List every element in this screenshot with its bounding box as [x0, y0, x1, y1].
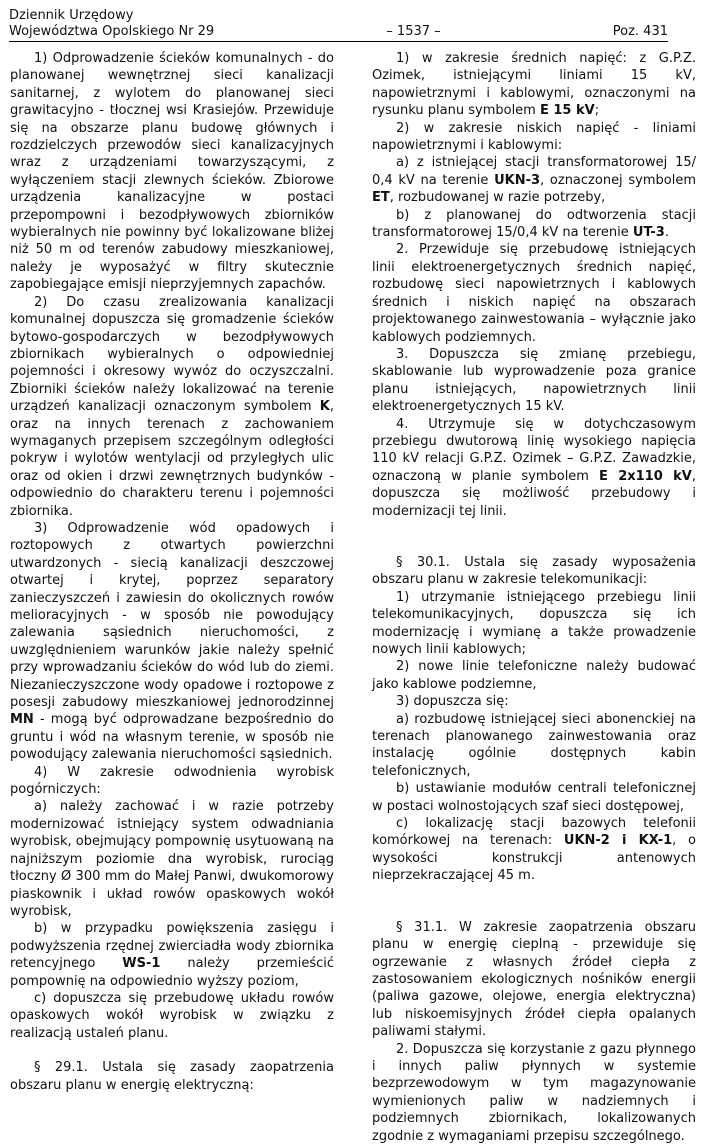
bold-symbol: UT-3 — [632, 225, 665, 241]
paragraph — [372, 1041, 696, 1145]
text-run: 1) w zakresie średnich napięć: z G.P.Z. Ozimek, istniejącymi liniami 15 kV, napowietrznymi i kablowymi, oznaczonymi na rysunku planu symbolem — [372, 51, 696, 119]
paragraph — [372, 780, 696, 815]
text-run: a) należy zachować i w razie potrzeby modernizować istniejący system odwadniania wyrobisk, obejmujący pompownię usytuowaną na najniższym poziomie dna wyrobisk, rurociąg tłoczny Ø 300 mm do Małej Panwi, dwukomorowy piaskownik i układ rowów opaskowych wokół wyrobisk, — [10, 799, 334, 919]
paragraph — [372, 658, 696, 693]
text-run: ; — [594, 103, 600, 119]
text-run: - mogą być odprowadzane bezpośrednio do gruntu i wód na własnym terenie, w sposób nie powodujący zalewania nieruchomości sąsiednich. — [10, 712, 334, 763]
paragraph — [372, 50, 696, 120]
text-run: 3) Odprowadzenie wód opadowych i roztopowych z otwartych powierzchni utwardzonych - siecią kanalizacji deszczowej otwartej i krytej, poprzez separatory zanieczyszczeń i zawiesin do okolicznych rowów melioracyjnych - w sposób nie powodujący zalewania sąsiednich nieruchomości, z uwzględnieniem warunków jakie należy spełnić przy wprowadzaniu ścieków do wód lub do ziemi. Niezanieczyszczone wody opadowe i roztopowe z posesji zabudowy mieszkaniowej jednorodzinnej — [10, 520, 334, 711]
text-run: 3) dopuszcza się: — [396, 694, 509, 710]
left-column — [10, 50, 334, 1094]
text-run: 1) utrzymanie istniejącego przebiegu linii telekomunikacyjnych, dopuszcza się ich modernizację i wymianę a także prowadzenie nowych linii kablowych; — [372, 589, 696, 657]
bold-symbol: E 2x110 kV — [598, 468, 692, 484]
text-run: 4) W zakresie odwodnienia wyrobisk pogórniczych: — [10, 764, 334, 798]
paragraph — [10, 520, 334, 764]
text-run: a) rozbudowę istniejącej sieci abonenckiej na terenach planowanego zainwestowania oraz instalację ogólnie dostępnych kabin telefonicznych, — [372, 711, 696, 779]
paragraph — [10, 764, 334, 799]
header-row — [9, 24, 668, 40]
text-run: b) w przypadku powiększenia zasięgu i podwyższenia rzędnej zwierciadła wody zbiornika retencyjnego — [10, 921, 334, 972]
page-number: – 1537 – — [386, 24, 441, 39]
paragraph — [372, 120, 696, 155]
paragraph — [372, 589, 696, 659]
text-run: 2. Dopuszcza się korzystanie z gazu płynnego i innych paliw płynnych w systemie bezprzewodowym w tym magazynowanie wymienionych paliw w nadziemnych i podziemnych zbiornikach, lokalizowanych zgodnie z wymaganiami przepisu szczególnego. — [372, 1041, 696, 1144]
paragraph — [372, 711, 696, 781]
text-run: § 29.1. Ustala się zasady zaopatrzenia obszaru planu w energię elektryczną: — [10, 1060, 334, 1093]
text-run: § 30.1. Ustala się zasady wyposażenia obszaru planu w zakresie telekomunikacji: — [372, 554, 696, 588]
bold-symbol: MN — [10, 712, 34, 728]
position-number: Poz. 431 — [612, 24, 668, 39]
paragraph — [372, 919, 696, 1041]
paragraph — [10, 920, 334, 990]
text-run: c) lokalizację stacji bazowych telefonii komórkowej na terenach: — [372, 816, 696, 849]
text-run: , oraz na innych terenach z zachowaniem wymaganych przepisem szczególnym odległości pokryw i wylotów wentylacji od przyległych ulic oraz od okien i drzwi zewnętrznych budynków - odpowiednio do charakteru terenu i pojemności zbiornika. — [10, 399, 334, 519]
text-run: a) z istniejącej stacji transformatorowej 15/ 0,4 kV na terenie — [372, 155, 696, 188]
text-run: b) ustawianie modułów centrali telefonicznej w postaci wolnostojących szaf sieci dostępowej, — [372, 781, 696, 814]
bold-symbol: UKN-3 — [494, 172, 541, 188]
paragraph — [372, 815, 696, 885]
text-run: 1) Odprowadzenie ścieków komunalnych - do planowanej wewnętrznej sieci kanalizacji sanitarnej, z wylotem do planowanej sieci grawitacyjno - tłocznej wsi Krasiejów. Przewiduje się na obszarze planu budowę głównych i rozdzielczych przewodów sieci kanalizacyjnych wraz z urządzeniami towarzyszącymi, z wyłączeniem stacji zlewnych ścieków. Zbiorowe urządzenia kanalizacyjne w postaci przepompowni i bezodpływowych zbiorników wybieralnych nie powinny być lokalizowane bliżej niż 50 m od terenów zabudowy mieszkaniowej, należy je wyposażyć w filtry skutecznie zapobiegające emisji nieprzyjemnych zapachów. — [10, 51, 334, 293]
text-run: , rozbudowanej w razie potrzeby, — [389, 190, 606, 206]
bold-symbol: K — [319, 399, 330, 415]
text-run: , oznaczonej symbolem — [540, 172, 696, 188]
bold-symbol: UKN-2 i KX-1 — [563, 833, 673, 849]
page-header — [9, 8, 668, 42]
paragraph — [372, 693, 696, 710]
header-rule — [9, 41, 668, 42]
text-run: 2) Do czasu zrealizowania kanalizacji komunalnej dopuszcza się gromadzenie ścieków bytowo-gospodarczych w bezodpływowych zbiornikach wybieralnych o odpowiedniej pojemności i okresowy wywóz do oczyszczalni. Zbiorniki ścieków należy lokalizować na terenie urządzeń kanalizacji oznaczonym symbolem — [10, 294, 334, 415]
text-run: 2) w zakresie niskich napięć - liniami napowietrznymi i kablowymi: — [372, 120, 696, 154]
paragraph — [372, 154, 696, 206]
text-run: 3. Dopuszcza się zmianę przebiegu, skablowanie lub wyprowadzenie poza granice planu istniejących, napowietrznych linii elektroenergetycznych 15 kV. — [372, 346, 696, 415]
text-run: 2) nowe linie telefoniczne należy budować jako kablowe podziemne, — [372, 659, 696, 692]
text-run: 2. Przewiduje się przebudowę istniejących linii elektroenergetycznych średnich napięć, rozbudowę sieci napowietrznych i kablowych średnich i niskich napięć na obszarach projektowanego zainwestowania – wyłącznie jako kablowych podziemnych. — [372, 242, 696, 345]
paragraph — [10, 990, 334, 1042]
paragraph — [372, 346, 696, 416]
paragraph — [372, 207, 696, 242]
right-column — [372, 50, 696, 1145]
text-run: § 31.1. W zakresie zaopatrzenia obszaru planu w energię cieplną - przewiduje się ogrzewanie z własnych źródeł ciepła z zastosowaniem ekologicznych nośników energii (paliwa gazowe, olejowe, energia elektryczna) lub niskoemisyjnych źródeł ciepła opalanych paliwami stałymi. — [372, 919, 696, 1040]
text-run: , dopuszcza się możliwość przebudowy i modernizacji tej linii. — [372, 468, 696, 519]
text-run: 4. Utrzymuje się w dotychczasowym przebiegu dwutorową linię wysokiego napięcia 110 kV relacji G.P.Z. Ozimek – G.P.Z. Zawadzkie, oznaczoną w planie symbolem — [372, 416, 696, 484]
text-run: . — [664, 225, 669, 241]
text-run: należy przemieścić pompownię na odpowiednio wyższy poziom, — [10, 956, 335, 989]
voivodeship-issue: Województwa Opolskiego Nr 29 — [9, 24, 215, 39]
paragraph — [372, 416, 696, 520]
paragraph — [10, 798, 334, 920]
bold-symbol: ET — [372, 190, 390, 206]
bold-symbol: E 15 kV — [539, 103, 595, 119]
paragraph — [372, 241, 696, 345]
bold-symbol: WS-1 — [122, 956, 161, 972]
journal-title: Dziennik Urzędowy — [9, 8, 134, 23]
text-run: b) z planowanej do odtworzenia stacji transformatorowej 15/0,4 kV na terenie — [372, 207, 696, 241]
paragraph — [372, 554, 696, 589]
text-run: c) dopuszcza się przebudowę układu rowów opaskowych wokół wyrobisk w związku z realizacją ustaleń planu. — [10, 990, 334, 1041]
paragraph — [10, 294, 334, 520]
text-run: , o wysokości konstrukcji antenowych nieprzekraczającej 45 m. — [372, 833, 697, 884]
paragraph — [10, 50, 334, 294]
